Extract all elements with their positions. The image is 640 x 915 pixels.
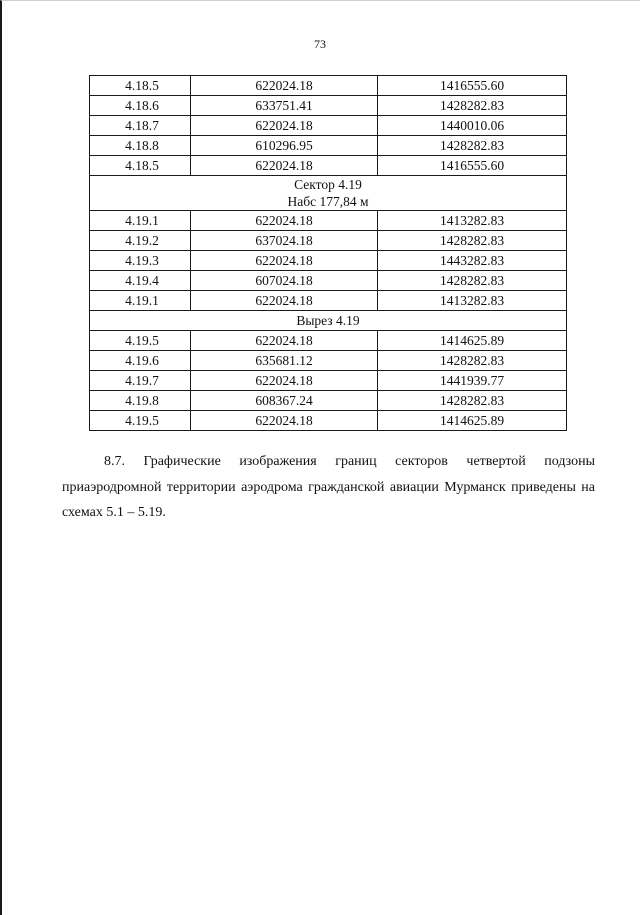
y-coordinate-cell: 1414625.89 [378,331,567,351]
point-id-cell: 4.19.5 [90,411,191,431]
table-row [90,291,567,311]
point-id-cell: 4.19.3 [90,251,191,271]
page-number: 73 [314,37,326,51]
y-coordinate-cell: 1428282.83 [378,96,567,116]
table-section-header [90,176,567,211]
table-row [90,331,567,351]
table-row [90,116,567,136]
y-coordinate-cell: 1441939.77 [378,371,567,391]
point-id-cell: 4.18.7 [90,116,191,136]
point-id-cell: 4.19.1 [90,211,191,231]
point-id-cell: 4.18.5 [90,156,191,176]
y-coordinate-cell: 1413282.83 [378,291,567,311]
paragraph-8-7 [62,449,595,526]
point-id-cell: 4.18.5 [90,76,191,96]
y-coordinate-cell: 1428282.83 [378,391,567,411]
x-coordinate-cell: 635681.12 [191,351,378,371]
y-coordinate-cell: 1413282.83 [378,211,567,231]
x-coordinate-cell: 607024.18 [191,271,378,291]
x-coordinate-cell: 608367.24 [191,391,378,411]
point-id-cell: 4.18.8 [90,136,191,156]
table-row [90,371,567,391]
point-id-cell: 4.19.2 [90,231,191,251]
x-coordinate-cell: 633751.41 [191,96,378,116]
x-coordinate-cell: 622024.18 [191,251,378,271]
y-coordinate-cell: 1440010.06 [378,116,567,136]
y-coordinate-cell: 1416555.60 [378,76,567,96]
x-coordinate-cell: 622024.18 [191,411,378,431]
paragraph-line: приаэродромной территории аэродрома гражданской авиации Мурманск приведены на [62,479,595,495]
section-title: Сектор 4.19 [294,177,362,192]
point-id-cell: 4.19.7 [90,371,191,391]
table-row [90,136,567,156]
y-coordinate-cell: 1428282.83 [378,351,567,371]
paragraph-line: 8.7. Графические изображения границ секторов четвертой подзоны [104,454,595,469]
section-title: Вырез 4.19 [296,313,360,328]
paragraph-line: схемах 5.1 – 5.19. [62,505,166,520]
point-id-cell: 4.19.8 [90,391,191,411]
y-coordinate-cell: 1428282.83 [378,231,567,251]
x-coordinate-cell: 622024.18 [191,116,378,136]
y-coordinate-cell: 1428282.83 [378,271,567,291]
table-row [90,391,567,411]
y-coordinate-cell: 1428282.83 [378,136,567,156]
x-coordinate-cell: 622024.18 [191,76,378,96]
point-id-cell: 4.19.5 [90,331,191,351]
y-coordinate-cell: 1443282.83 [378,251,567,271]
x-coordinate-cell: 622024.18 [191,331,378,351]
section-header-cell [90,176,567,211]
point-id-cell: 4.19.6 [90,351,191,371]
table-row [90,231,567,251]
section-header-cell [90,311,567,331]
table-row [90,96,567,116]
table-row [90,211,567,231]
coordinates-table [89,75,567,431]
table-row [90,271,567,291]
point-id-cell: 4.19.4 [90,271,191,291]
table-section-header [90,311,567,331]
y-coordinate-cell: 1414625.89 [378,411,567,431]
table-row [90,76,567,96]
y-coordinate-cell: 1416555.60 [378,156,567,176]
table-row [90,156,567,176]
x-coordinate-cell: 622024.18 [191,211,378,231]
x-coordinate-cell: 622024.18 [191,156,378,176]
table-row [90,411,567,431]
x-coordinate-cell: 622024.18 [191,291,378,311]
section-subtitle: Набс 177,84 м [287,194,369,209]
point-id-cell: 4.19.1 [90,291,191,311]
table-row [90,351,567,371]
table-row [90,251,567,271]
x-coordinate-cell: 610296.95 [191,136,378,156]
x-coordinate-cell: 637024.18 [191,231,378,251]
point-id-cell: 4.18.6 [90,96,191,116]
x-coordinate-cell: 622024.18 [191,371,378,391]
